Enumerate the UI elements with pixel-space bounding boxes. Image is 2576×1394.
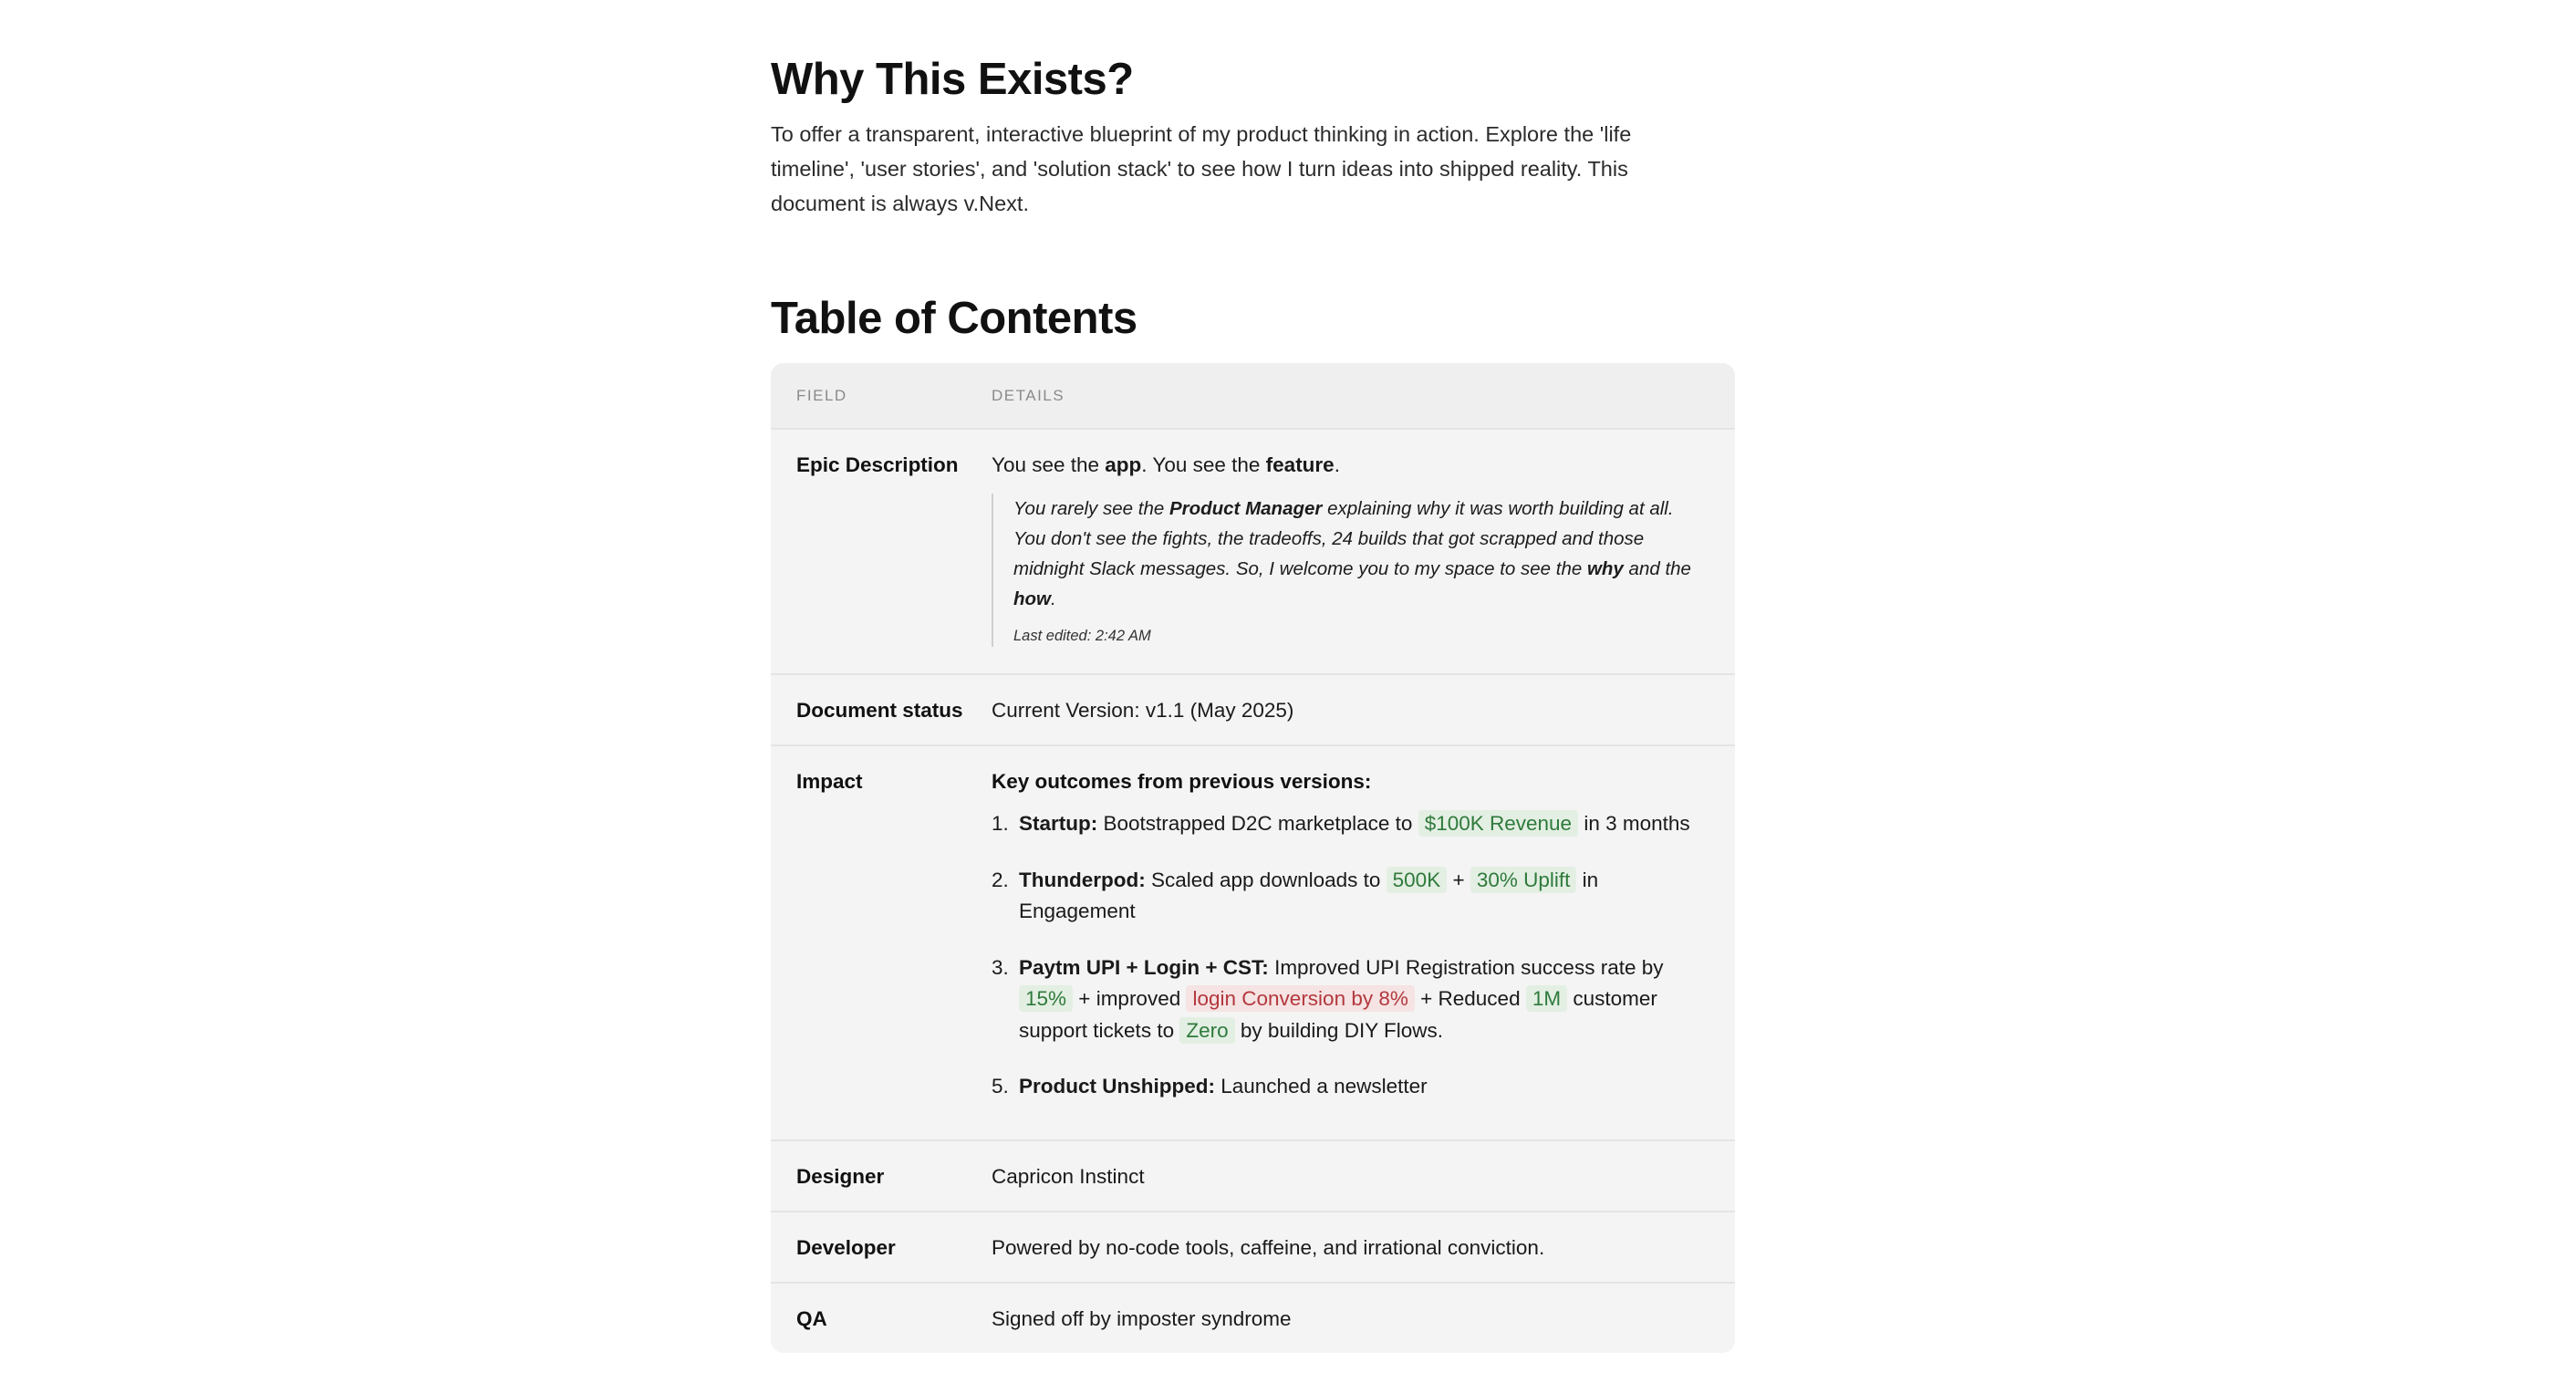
epic-line-text: You see the — [992, 453, 1106, 476]
outcome-text: in Engagement — [1019, 868, 1599, 922]
outcome-title: Paytm UPI + Login + CST: — [1019, 955, 1269, 979]
field-qa: QA — [796, 1307, 827, 1330]
outcome-text: Improved UPI Registration success rate by — [1268, 955, 1664, 979]
table-header — [771, 363, 1735, 428]
list-number: 2. — [992, 868, 1009, 891]
outcome-text: in 3 months — [1578, 812, 1690, 835]
epic-line-feature: feature — [1265, 453, 1335, 476]
quote-text: explaining why it was worth building at all. You don't see the fights, the tradeoffs, 24 builds that got scrapped and those midnight Slack messages. So, I welcome you to my space to see the — [1013, 498, 1674, 579]
metric-badge-red: login Conversion by 8% — [1186, 985, 1414, 1012]
epic-summary-line — [992, 450, 1709, 481]
table-row-designer — [771, 1139, 1735, 1211]
epic-line-text: . You see the — [1141, 453, 1266, 476]
field-developer: Developer — [796, 1236, 896, 1259]
toc-heading: Table of Contents — [771, 294, 1137, 343]
outcome-text: Bootstrapped D2C marketplace to — [1097, 812, 1418, 835]
field-document-status: Document status — [796, 699, 963, 722]
impact-heading: Key outcomes from previous versions: — [992, 770, 1372, 793]
outcome-text: Launched a newsletter — [1215, 1075, 1428, 1098]
table-row-qa — [771, 1282, 1735, 1353]
outcome-text: customer support tickets to — [1019, 987, 1657, 1042]
metric-badge: 1M — [1526, 985, 1567, 1012]
list-item — [992, 1071, 1709, 1103]
outcome-body — [1019, 1071, 1709, 1103]
details-qa: Signed off by imposter syndrome — [992, 1307, 1292, 1330]
outcome-text: + improved — [1073, 987, 1187, 1010]
epic-line-app: app — [1105, 453, 1142, 476]
details-document-status: Current Version: v1.1 (May 2025) — [992, 699, 1294, 722]
list-item — [992, 808, 1709, 840]
epic-quote — [992, 494, 1709, 647]
column-header-details: DETAILS — [992, 386, 1065, 404]
details-impact — [992, 766, 1735, 1139]
outcome-title: Startup: — [1019, 812, 1098, 835]
field-impact: Impact — [796, 770, 863, 793]
details-developer: Powered by no-code tools, caffeine, and irrational conviction. — [992, 1236, 1545, 1259]
outcome-body — [1019, 865, 1709, 928]
quote-text: You rarely see the — [1013, 498, 1169, 519]
why-body: To offer a transparent, interactive blueprint of my product thinking in action. Explore the 'life timeline', 'user stories', and 'solution stack' to see how I turn ideas into shipped reality. This document is always v.Next. — [771, 122, 1632, 215]
quote-text: . — [1051, 588, 1056, 609]
metric-badge: 30% Uplift — [1470, 867, 1577, 893]
outcome-text: by building DIY Flows. — [1234, 1018, 1444, 1042]
outcome-text: + — [1447, 868, 1470, 891]
epic-line-text: . — [1334, 453, 1340, 476]
details-designer: Capricon Instinct — [992, 1165, 1145, 1188]
list-number: 3. — [992, 955, 1009, 979]
quote-text: and the — [1623, 558, 1691, 579]
list-number: 5. — [992, 1075, 1009, 1098]
field-designer: Designer — [796, 1165, 885, 1188]
outcome-body — [1019, 952, 1709, 1047]
metric-badge: 15% — [1019, 985, 1073, 1012]
outcome-text: Scaled app downloads to — [1145, 868, 1387, 891]
field-epic-description: Epic Description — [796, 453, 959, 476]
list-item — [992, 865, 1709, 928]
metric-badge: $100K Revenue — [1418, 810, 1578, 837]
last-edited-timestamp: Last edited: 2:42 AM — [1013, 628, 1151, 644]
why-heading: Why This Exists? — [771, 55, 1134, 104]
outcomes-list — [992, 808, 1709, 1103]
table-row-document-status — [771, 673, 1735, 744]
outcome-title: Thunderpod: — [1019, 868, 1146, 891]
toc-table — [771, 363, 1735, 1353]
list-number: 1. — [992, 812, 1009, 835]
quote-why: why — [1586, 558, 1624, 579]
outcome-body — [1019, 808, 1709, 840]
list-item — [992, 952, 1709, 1047]
details-epic-description — [992, 450, 1735, 673]
table-row-impact — [771, 744, 1735, 1139]
outcome-title: Product Unshipped: — [1019, 1075, 1215, 1098]
metric-badge: Zero — [1179, 1017, 1234, 1044]
quote-how: how — [1013, 588, 1051, 609]
outcome-text: + Reduced — [1414, 987, 1526, 1010]
table-row-developer — [771, 1211, 1735, 1282]
table-row-epic-description — [771, 428, 1735, 673]
column-header-field: FIELD — [796, 386, 847, 404]
metric-badge: 500K — [1387, 867, 1448, 893]
quote-product-manager: Product Manager — [1169, 498, 1323, 519]
